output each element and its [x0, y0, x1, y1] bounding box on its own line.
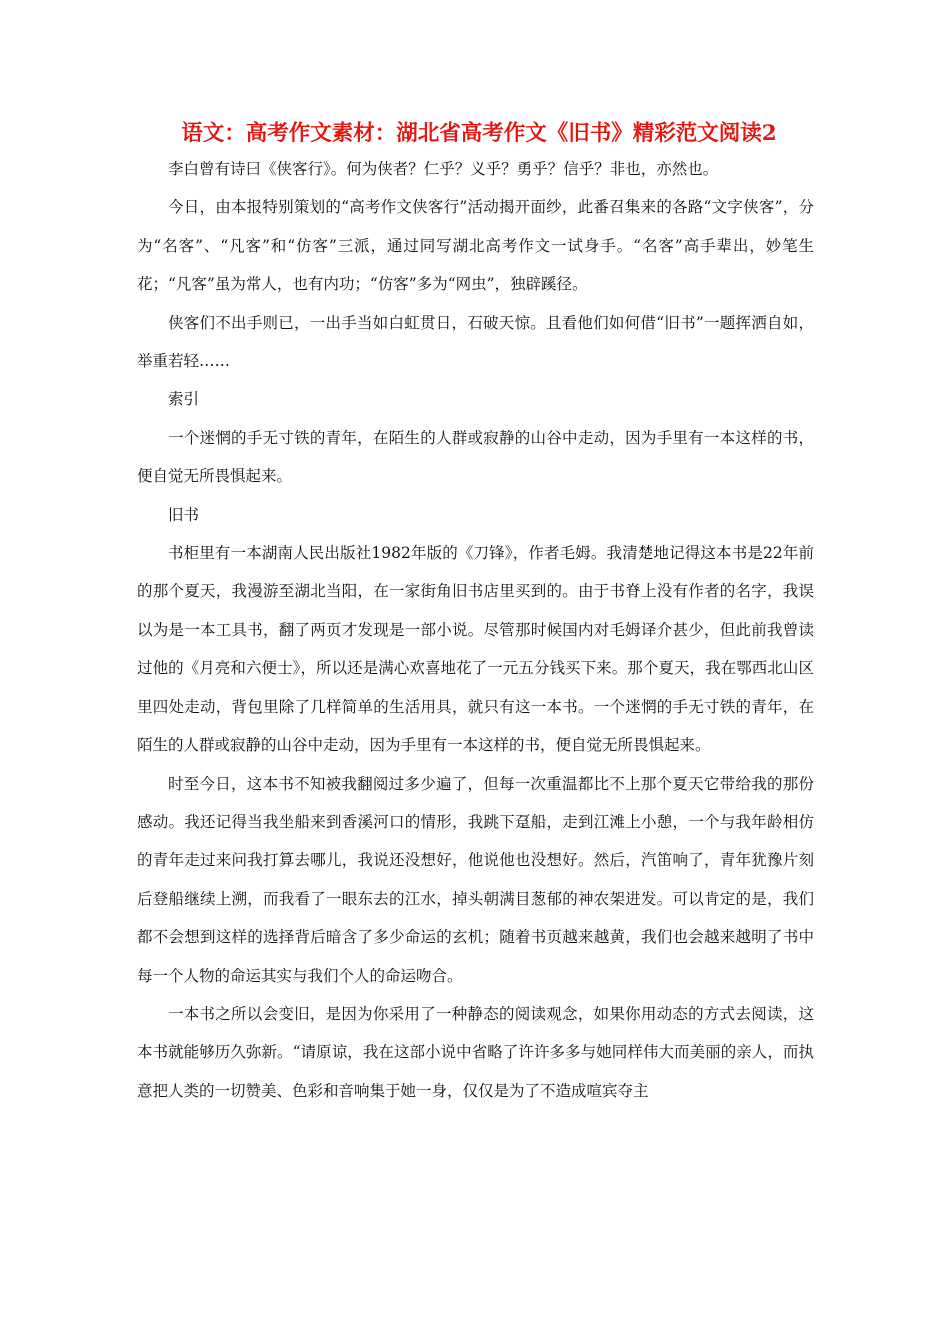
paragraph-intro: 李白曾有诗曰《侠客行》。何为侠者？仁乎？义乎？勇乎？信乎？非也，亦然也。	[168, 160, 719, 178]
document-body	[137, 150, 814, 1110]
paragraph-event: 今日，由本报特别策划的“高考作文侠客行”活动揭开面纱，此番召集来的各路“文字侠客”，分为“名客”、“凡客”和“仿客”三派，通过同写湖北高考作文一试身手。“名客”高手辈出，妙笔生花；“凡客”虽为常人，也有内功；“仿客”多为“网虫”，独辟蹊径。	[137, 198, 814, 294]
paragraph-heroes: 侠客们不出手则已，一出手当如白虹贯日，石破天惊。且看他们如何借“旧书”一题挥洒自如，举重若轻……	[137, 313, 814, 371]
section-heading-index: 索引	[168, 390, 200, 409]
paragraph-reading: 一本书之所以会变旧，是因为你采用了一种静态的阅读观念，如果你用动态的方式去阅读，这本书就能够历久弥新。“请原谅，我在这部小说中省略了许许多多与她同样伟大而美丽的亲人，而执意把人类的一切赞美、色彩和音响集于她一身，仅仅是为了不造成喧宾夺主	[137, 1004, 814, 1100]
paragraph-index-quote: 一个迷惘的手无寸铁的青年，在陌生的人群或寂静的山谷中走动，因为手里有一本这样的书，便自觉无所畏惧起来。	[137, 428, 814, 486]
section-heading-old-book: 旧书	[168, 505, 200, 524]
document-title: 语文：高考作文素材：湖北省高考作文《旧书》精彩范文阅读2	[181, 121, 777, 146]
paragraph-bookcase: 书柜里有一本湖南人民出版社1982年版的《刀锋》，作者毛姆。我清楚地记得这本书是22年前的那个夏天，我漫游至湖北当阳，在一家街角旧书店里买到的。由于书脊上没有作者的名字，我误以为是一本工具书，翻了两页才发现是一部小说。尽管那时候国内对毛姆译介甚少，但此前我曾读过他的《月亮和六便士》，所以还是满心欢喜地花了一元五分钱买下来。那个夏天，我在鄂西北山区里四处走动，背包里除了几样简单的生活用具，就只有这一本书。一个迷惘的手无寸铁的青年，在陌生的人群或寂静的山谷中走动，因为手里有一本这样的书，便自觉无所畏惧起来。	[137, 544, 814, 755]
paragraph-memory: 时至今日，这本书不知被我翻阅过多少遍了，但每一次重温都比不上那个夏天它带给我的那份感动。我还记得当我坐船来到香溪河口的情形，我跳下趸船，走到江滩上小憩，一个与我年龄相仿的青年走过来问我打算去哪儿，我说还没想好，他说他也没想好。然后，汽笛响了，青年犹豫片刻后登船继续上溯，而我看了一眼东去的江水，掉头朝满目葱郁的神农架进发。可以肯定的是，我们都不会想到这样的选择背后暗含了多少命运的玄机；随着书页越来越黄，我们也会越来越明了书中每一个人物的命运其实与我们个人的命运吻合。	[137, 774, 814, 985]
